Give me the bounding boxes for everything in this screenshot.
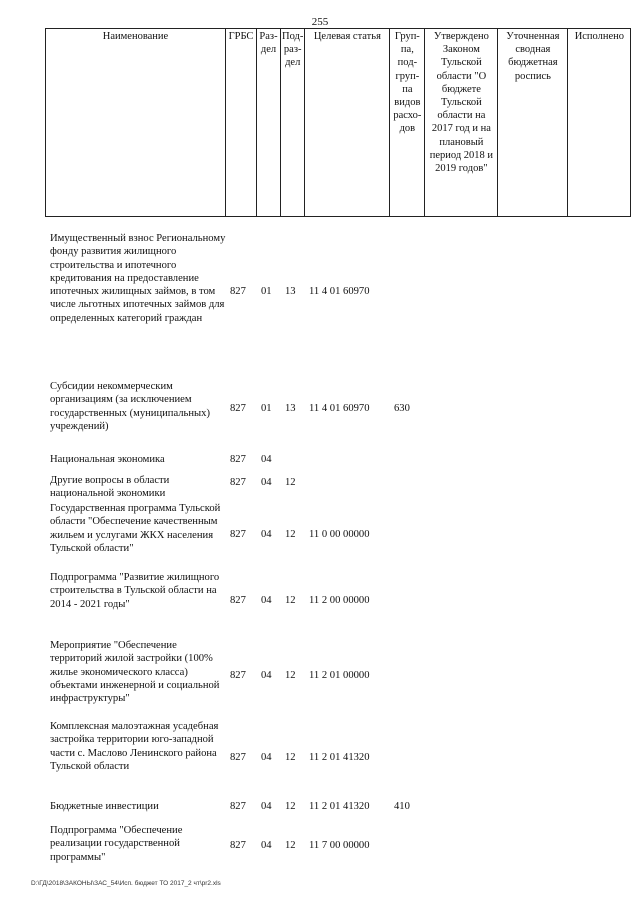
row-grbs: 827 [230, 801, 246, 812]
row-razdel: 04 [261, 529, 272, 540]
row-grbs: 827 [230, 286, 246, 297]
row-podrazdel: 13 [285, 286, 296, 297]
row-target-article: 11 2 01 41320 [309, 801, 370, 812]
row-name: Субсидии некоммерческим организациям (за исключением государственных (муниципальных) учреждений) [50, 381, 210, 432]
row-name: Мероприятие "Обеспечение территорий жилой застройки (100% жилье экономического класса) объектами инженерной и социальной инфраструктуры" [50, 640, 220, 705]
row-expense-group: 410 [394, 801, 410, 812]
row-podrazdel: 13 [285, 403, 296, 414]
row-razdel: 04 [261, 477, 272, 488]
row-podrazdel: 12 [285, 752, 296, 763]
row-name: Бюджетные инвестиции [50, 801, 159, 812]
row-podrazdel: 12 [285, 840, 296, 851]
header-approved: Утверждено Законом Тульской области "О бюджете Тульской области на 2017 год и на плановый период 2018 и 2019 годов" [425, 29, 498, 217]
header-razdel: Раз- дел [257, 29, 281, 217]
row-razdel: 04 [261, 840, 272, 851]
header-name: Наименование [46, 29, 226, 217]
header-revised: Уточненная сводная бюджетная роспись [498, 29, 568, 217]
row-name: Национальная экономика [50, 454, 165, 465]
row-target-article: 11 0 00 00000 [309, 529, 370, 540]
row-expense-group: 630 [394, 403, 410, 414]
row-grbs: 827 [230, 529, 246, 540]
row-target-article: 11 7 00 00000 [309, 840, 370, 851]
row-target-article: 11 4 01 60970 [309, 403, 370, 414]
row-name: Имущественный взнос Региональному фонду развития жилищного строительства и ипотечного кредитования на предоставление ипотечных жилищных займов, в том числе льготных ипотечных займов для определенных категорий граждан [50, 233, 226, 324]
header-executed: Исполнено [568, 29, 631, 217]
row-podrazdel: 12 [285, 529, 296, 540]
footer-file-path: D:\ГД\2018\ЗАКОНЫ\ЗАС_54\Исп. бюджет ТО 2017_2 чт\pr2.xls [31, 880, 221, 887]
row-name: Комплексная малоэтажная усадебная застройка территории юго-западной части с. Маслово Ленинского района Тульской области [50, 721, 219, 772]
row-grbs: 827 [230, 477, 246, 488]
row-grbs: 827 [230, 454, 246, 465]
table-header [45, 28, 631, 217]
row-razdel: 01 [261, 403, 272, 414]
row-podrazdel: 12 [285, 595, 296, 606]
row-name: Подпрограмма "Обеспечение реализации государственной программы" [50, 825, 183, 863]
header-expense-group: Груп- па, под- груп- па видов расхо- дов [390, 29, 425, 217]
row-razdel: 04 [261, 801, 272, 812]
row-grbs: 827 [230, 752, 246, 763]
header-target-article: Целевая статья [305, 29, 390, 217]
row-razdel: 04 [261, 454, 272, 465]
row-podrazdel: 12 [285, 801, 296, 812]
row-target-article: 11 2 01 00000 [309, 670, 370, 681]
row-name: Государственная программа Тульской области "Обеспечение качественным жильем и услугами ЖКХ населения Тульской области" [50, 503, 221, 554]
row-grbs: 827 [230, 595, 246, 606]
header-grbs: ГРБС [226, 29, 257, 217]
row-podrazdel: 12 [285, 670, 296, 681]
row-razdel: 04 [261, 752, 272, 763]
row-grbs: 827 [230, 840, 246, 851]
row-grbs: 827 [230, 670, 246, 681]
row-target-article: 11 4 01 60970 [309, 286, 370, 297]
row-podrazdel: 12 [285, 477, 296, 488]
row-name: Другие вопросы в области национальной экономики [50, 475, 170, 500]
page-number: 255 [311, 16, 329, 28]
row-target-article: 11 2 01 41320 [309, 752, 370, 763]
row-razdel: 04 [261, 670, 272, 681]
row-razdel: 01 [261, 286, 272, 297]
row-name: Подпрограмма "Развитие жилищного строительства в Тульской области на 2014 - 2021 годы" [50, 572, 220, 610]
header-podrazdel: Под- раз- дел [281, 29, 305, 217]
row-target-article: 11 2 00 00000 [309, 595, 370, 606]
row-grbs: 827 [230, 403, 246, 414]
row-razdel: 04 [261, 595, 272, 606]
